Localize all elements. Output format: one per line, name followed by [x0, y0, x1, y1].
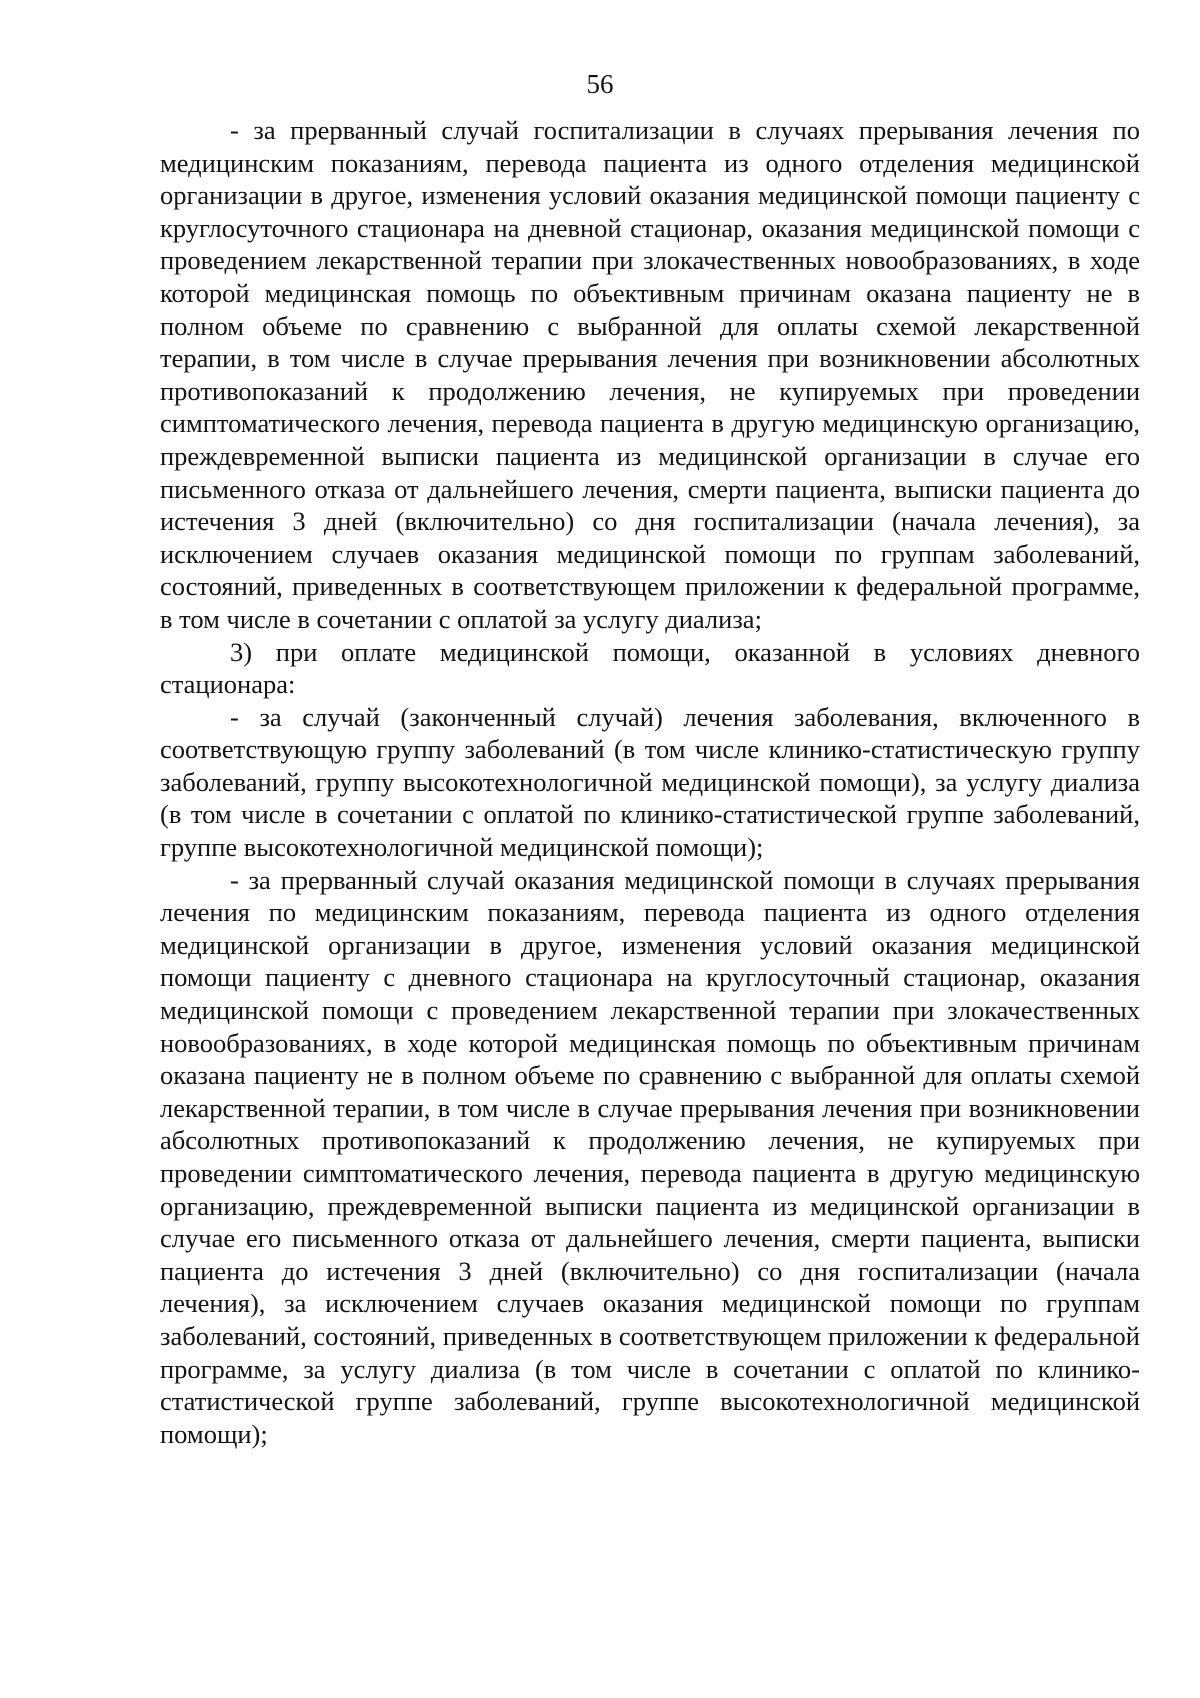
page-number: 56 [586, 69, 614, 99]
paragraph-interrupted-day-care: - за прерванный случай оказания медицинской помощи в случаях прерывания лечения по медицинским показаниям, перевода пациента из одного отделения медицинской организации в другое, изменения условий оказания медицинской помощи пациенту с дневного стационара на круглосуточный стационар, оказания медицинской помощи с проведением лекарственной терапии при злокачественных новообразованиях, в ходе которой медицинская помощь по объективным причинам оказана пациенту не в полном объеме по сравнению с выбранной для оплаты схемой лекарственной терапии, в том числе в случае прерывания лечения при возникновении абсолютных противопоказаний к продолжению лечения, не купируемых при проведении симптоматического лечения, перевода пациента в другую медицинскую организацию, преждевременной выписки пациента из медицинской организации в случае его письменного отказа от дальнейшего лечения, смерти пациента, выписки пациента до истечения 3 дней (включительно) со дня госпитализации (начала лечения), за исключением случаев оказания медицинской помощи по группам заболеваний, состояний, приведенных в соответствующем приложении к федеральной программе, за услугу диализа (в том числе в сочетании с оплатой по клинико-статистической группе заболеваний, группе высокотехнологичной медицинской помощи); [160, 864, 1140, 1449]
paragraph-day-hospital-heading: 3) при оплате медицинской помощи, оказанной в условиях дневного стационара: [160, 636, 1140, 700]
paragraph-interrupted-hospitalization: - за прерванный случай госпитализации в случаях прерывания лечения по медицинским показаниям, перевода пациента из одного отделения медицинской организации в другое, изменения условий оказания медицинской помощи пациенту с круглосуточного стационара на дневной стационар, оказания медицинской помощи с проведением лекарственной терапии при злокачественных новообразованиях, в ходе которой медицинская помощь по объективным причинам оказана пациенту не в полном объеме по сравнению с выбранной для оплаты схемой лекарственной терапии, в том числе в случае прерывания лечения при возникновении абсолютных противопоказаний к продолжению лечения, не купируемых при проведении симптоматического лечения, перевода пациента в другую медицинскую организацию, преждевременной выписки пациента из медицинской организации в случае его письменного отказа от дальнейшего лечения, смерти пациента, выписки пациента до истечения 3 дней (включительно) со дня госпитализации (начала лечения), за исключением случаев оказания медицинской помощи по группам заболеваний, состояний, приведенных в соответствующем приложении к федеральной программе, в том числе в сочетании с оплатой за услугу диализа; [160, 115, 1140, 634]
paragraph-completed-case: - за случай (законченный случай) лечения заболевания, включенного в соответствующую группу заболеваний (в том числе клинико-статистическую группу заболеваний, группу высокотехнологичной медицинской помощи), за услугу диализа (в том числе в сочетании с оплатой по клинико-статистической группе заболеваний, группе высокотехнологичной медицинской помощи); [160, 701, 1140, 863]
document-body [160, 114, 1140, 1450]
